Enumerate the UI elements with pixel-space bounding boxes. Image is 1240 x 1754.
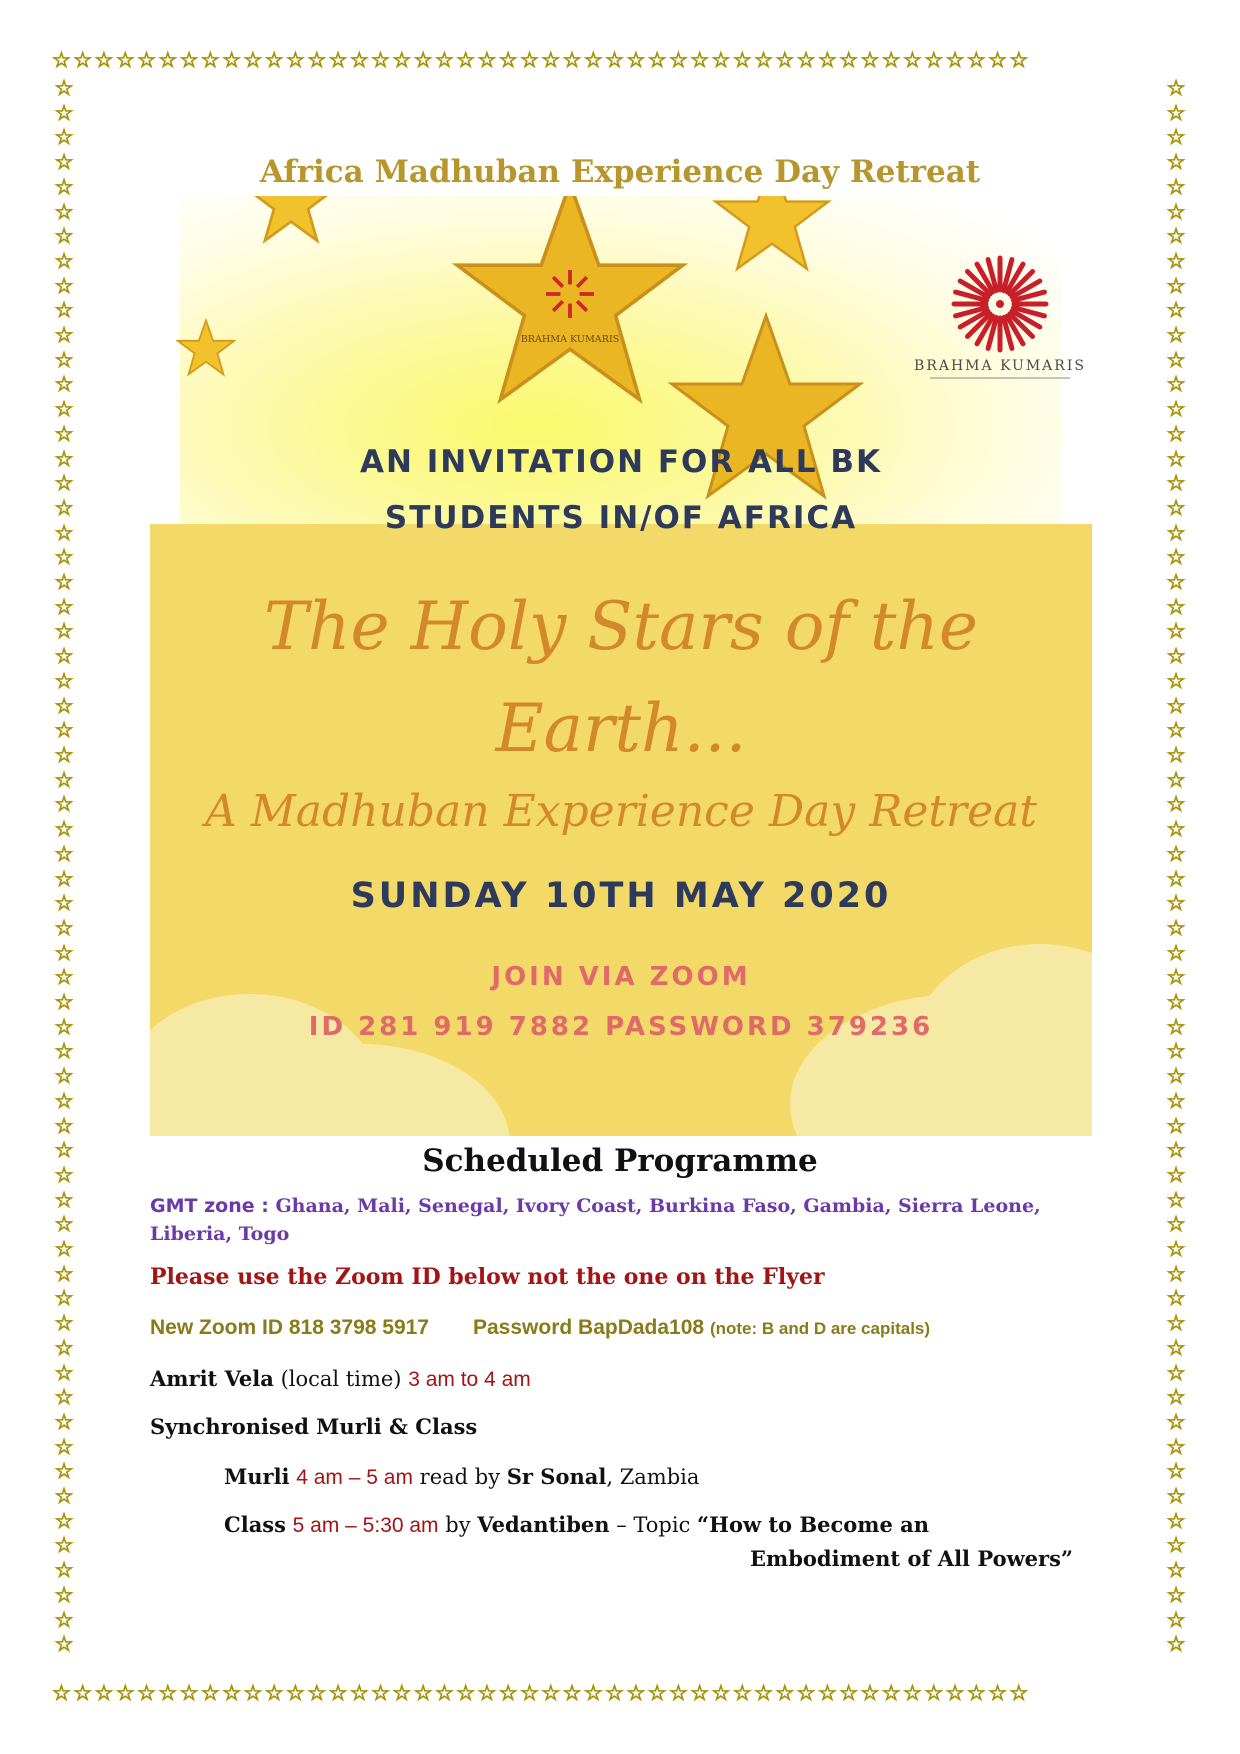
- new-zoom-line: [150, 1316, 930, 1340]
- flyer-title-line-1: The Holy Stars of the: [264, 588, 978, 665]
- brahma-kumaris-sunburst-icon: [910, 242, 1090, 382]
- class-time: 5 am – 5:30 am: [292, 1514, 439, 1537]
- star-small-left-icon: [176, 318, 236, 378]
- murli-line: [224, 1464, 699, 1490]
- invitation-line-1: AN INVITATION FOR ALL BK: [360, 444, 882, 480]
- star-border-top: ☆☆☆☆☆☆☆☆☆☆☆☆☆☆☆☆☆☆☆☆☆☆☆☆☆☆☆☆☆☆☆☆☆☆☆☆☆☆☆☆☆☆☆☆☆☆: [52, 50, 1031, 72]
- flyer-subtitle: A Madhuban Experience Day Retreat: [204, 786, 1038, 837]
- murli-label: Murli: [224, 1464, 290, 1489]
- star-border-bottom: ☆☆☆☆☆☆☆☆☆☆☆☆☆☆☆☆☆☆☆☆☆☆☆☆☆☆☆☆☆☆☆☆☆☆☆☆☆☆☆☆☆☆☆☆☆☆: [52, 1683, 1031, 1705]
- logo-text: BRAHMA KUMARIS: [914, 358, 1086, 374]
- class-topic-line-1: “How to Become an: [697, 1512, 930, 1537]
- flyer-title-line-2: Earth...: [495, 690, 747, 767]
- event-date: SUNDAY 10TH MAY 2020: [350, 876, 892, 916]
- star-top-left-icon: [246, 196, 336, 246]
- page-heading: Africa Madhuban Experience Day Retreat: [259, 154, 981, 190]
- class-by: by: [445, 1513, 471, 1537]
- star-label: BRAHMA KUMARIS: [520, 334, 620, 345]
- gmt-zone-text: [150, 1192, 1050, 1248]
- murli-read-by: read by: [419, 1465, 501, 1489]
- star-border-left: ☆☆☆☆☆☆☆☆☆☆☆☆☆☆☆☆☆☆☆☆☆☆☆☆☆☆☆☆☆☆☆☆☆☆☆☆☆☆☆☆☆☆☆☆☆☆☆☆☆☆☆☆☆☆☆☆☆☆☆☆☆☆☆☆: [54, 76, 74, 1657]
- amrit-vela-line: [150, 1366, 531, 1392]
- event-flyer: [150, 196, 1092, 1136]
- amrit-time: 3 am to 4 am: [408, 1368, 531, 1391]
- zoom-password: Password BapDada108: [472, 1316, 705, 1339]
- class-topic-line-2: Embodiment of All Powers”: [750, 1546, 1073, 1571]
- murli-place: , Zambia: [606, 1465, 700, 1489]
- amrit-note: (local time): [280, 1367, 402, 1391]
- zoom-notice: Please use the Zoom ID below not the one on the Flyer: [150, 1264, 825, 1290]
- programme-title: Scheduled Programme: [422, 1143, 818, 1179]
- murli-reader: Sr Sonal: [506, 1464, 607, 1489]
- new-zoom-id: New Zoom ID 818 3798 5917: [150, 1316, 429, 1339]
- amrit-label: Amrit Vela: [150, 1366, 274, 1391]
- join-via-zoom: JOIN VIA ZOOM: [491, 962, 751, 992]
- password-note: (note: B and D are capitals): [709, 1319, 931, 1338]
- gmt-countries: Ghana, Mali, Senegal, Ivory Coast, Burkina Faso, Gambia, Sierra Leone, Liberia, Togo: [150, 1195, 1041, 1245]
- sync-title: Synchronised Murli & Class: [150, 1414, 478, 1439]
- star-border-right: ☆☆☆☆☆☆☆☆☆☆☆☆☆☆☆☆☆☆☆☆☆☆☆☆☆☆☆☆☆☆☆☆☆☆☆☆☆☆☆☆☆☆☆☆☆☆☆☆☆☆☆☆☆☆☆☆☆☆☆☆☆☆☆☆: [1166, 76, 1186, 1657]
- flyer-zoom-details: ID 281 919 7882 PASSWORD 379236: [308, 1012, 934, 1042]
- star-top-right-icon: [712, 196, 832, 276]
- gmt-label: GMT zone :: [150, 1195, 269, 1217]
- star-large-center-icon: [450, 196, 690, 414]
- class-label: Class: [224, 1512, 286, 1537]
- class-topic-prefix: – Topic: [616, 1513, 691, 1537]
- invitation-line-2: STUDENTS IN/OF AFRICA: [384, 500, 858, 536]
- class-teacher: Vedantiben: [477, 1512, 610, 1537]
- class-line: [224, 1512, 929, 1538]
- murli-time: 4 am – 5 am: [296, 1466, 413, 1489]
